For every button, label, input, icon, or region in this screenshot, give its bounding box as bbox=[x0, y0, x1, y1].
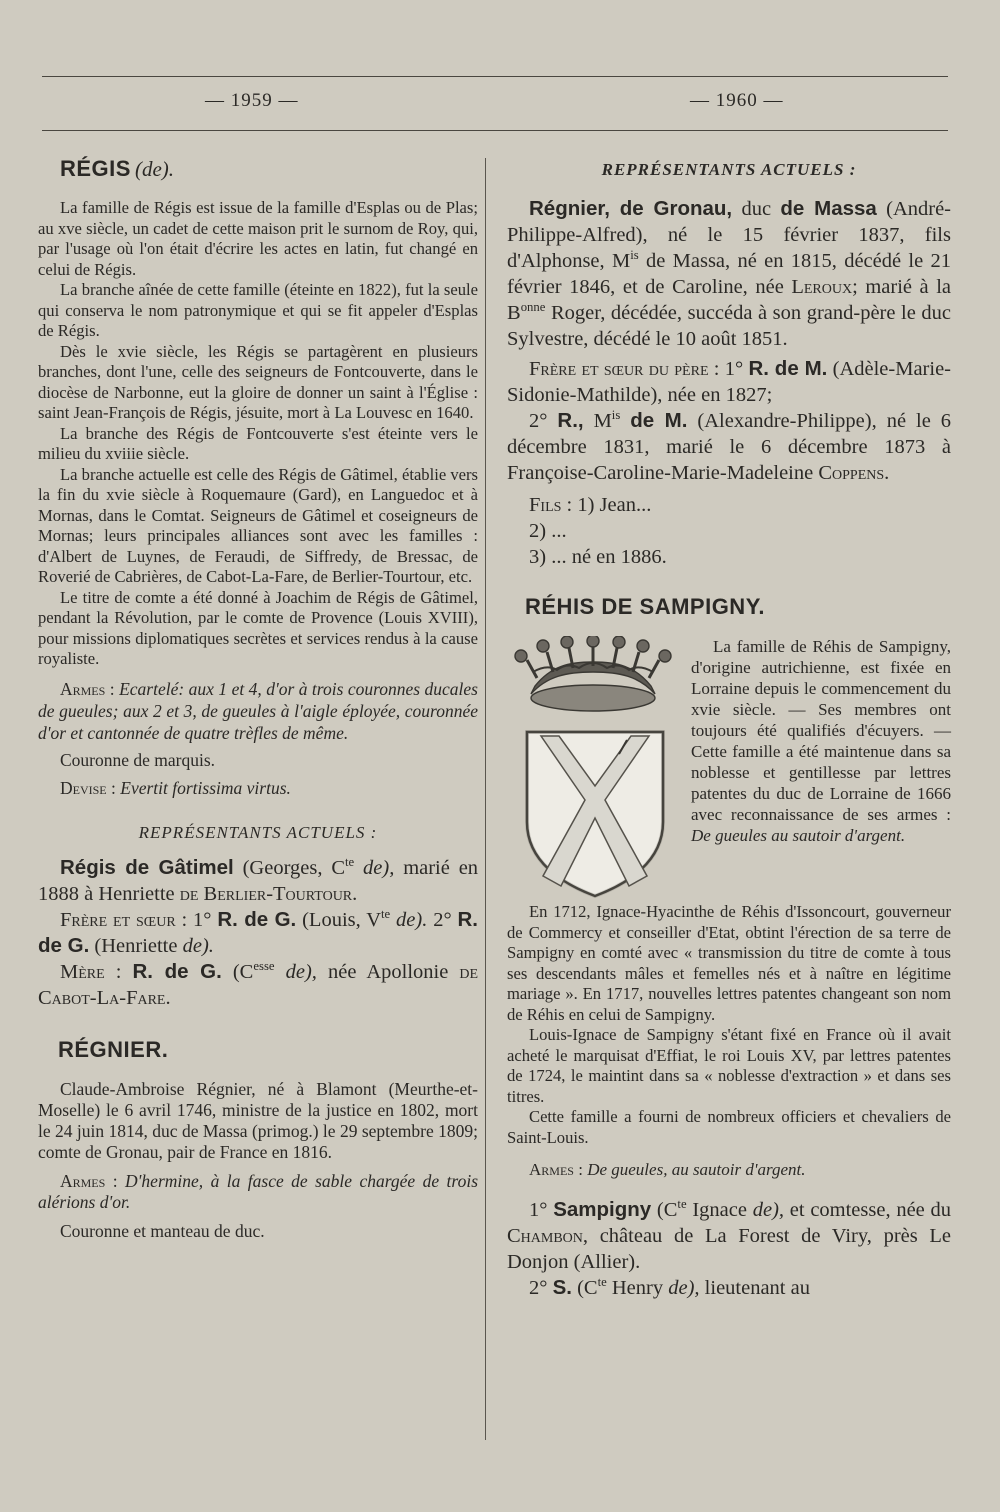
regnier-frere-soeur bbox=[507, 356, 951, 408]
rehis-paragraph-3: Louis-Ignace de Sampigny s'étant fixé en France où il avait acheté le marquisat d'Effiat, le roi Louis XV, par lettres patentes de 1724, le maintint dans sa « noblesse d'extraction » et dans ses titres. bbox=[507, 1025, 951, 1106]
header-rule bbox=[42, 130, 948, 131]
reg-duc: duc bbox=[741, 198, 772, 220]
s1-chambon: Chambon, bbox=[507, 1224, 589, 1247]
fs-num-1: 1° bbox=[724, 358, 749, 380]
fs-m: M bbox=[593, 410, 612, 432]
fs-sup: is bbox=[611, 408, 621, 423]
reg-name: Régnier, de Gronau, bbox=[529, 197, 733, 220]
s1-part-c: de), bbox=[752, 1198, 785, 1221]
regis-heading bbox=[60, 156, 478, 182]
mere-sup: esse bbox=[253, 958, 275, 973]
frere-num-1: 1° bbox=[193, 908, 218, 931]
s2-sup: te bbox=[597, 1274, 607, 1289]
reg-sup-2: onne bbox=[520, 300, 546, 315]
rehis-armes-label: Armes : bbox=[529, 1160, 583, 1179]
right-column bbox=[507, 150, 951, 1301]
rehis-p1-text: La famille de Réhis de Sampigny, d'origine autrichienne, est fixée en Lorraine depuis le commencement du xvie siècle. — Ses membres ont toujours été qualifiés d'écuyers. — Cette famille a été maintenue dans sa noblesse et gentillesse par lettres patentes du duc de Lorraine de 1666 avec reconnaissance de ses armes : bbox=[691, 637, 951, 824]
rep1-sup: te bbox=[345, 854, 355, 869]
regis-devise bbox=[38, 778, 478, 799]
frere-part-b: de). bbox=[396, 908, 428, 931]
fils-line-2: 2) ... bbox=[529, 520, 567, 542]
regis-frere-soeur bbox=[38, 907, 478, 959]
coat-of-arms bbox=[507, 636, 685, 898]
fils-line-3: 3) ... né en 1886. bbox=[529, 546, 667, 568]
rehis-p1-arms: De gueules au sautoir d'argent. bbox=[691, 826, 906, 845]
regnier-armes-label: Armes : bbox=[60, 1170, 118, 1191]
regis-armes bbox=[38, 678, 478, 744]
reg-part-a: (André-Philippe-Alfred), né le 15 février 1837, fils d'Alphonse, M bbox=[507, 198, 952, 272]
reg-part-b: de Massa, né en 1815, décédé le 21 février 1846, et de Caroline, née bbox=[507, 250, 952, 298]
regis-particle: (de). bbox=[134, 157, 175, 181]
s1-part-d: et comtesse, née du bbox=[789, 1198, 952, 1221]
rep1-de: de bbox=[179, 882, 199, 905]
regis-mere bbox=[38, 959, 478, 1011]
fs-part-b: (Alexandre-Philippe), né le 6 décembre 1831, marié le 6 décembre 1873 à Françoise-Caroline-Marie-Madeleine bbox=[507, 410, 951, 484]
rehis-title: RÉHIS DE SAMPIGNY. bbox=[525, 594, 766, 619]
devise-text: Evertit fortissima virtus. bbox=[120, 778, 291, 798]
s1-name: Sampigny bbox=[553, 1197, 652, 1221]
s2-part-d: lieutenant au bbox=[704, 1276, 810, 1299]
frere-sup: te bbox=[381, 906, 391, 921]
rep1-part-b: de), bbox=[363, 856, 395, 879]
fs-num-2: 2° bbox=[529, 410, 558, 432]
rehis-paragraph-4: Cette famille a fourni de nombreux officiers et chevaliers de Saint-Louis. bbox=[507, 1107, 951, 1147]
right-representants-heading: REPRÉSENTANTS ACTUELS : bbox=[601, 160, 857, 179]
shield-icon bbox=[527, 732, 663, 896]
reg-de-massa: de Massa bbox=[780, 197, 877, 220]
regis-paragraph-4: La branche des Régis de Fontcouverte s'est éteinte vers le milieu du xviiie siècle. bbox=[38, 423, 478, 463]
regis-title: RÉGIS bbox=[60, 156, 131, 181]
fs-r-2: R., bbox=[557, 409, 584, 432]
devise-label: Devise : bbox=[60, 778, 116, 798]
frere-part-a: (Louis, V bbox=[302, 908, 382, 931]
s1-part-b: Ignace bbox=[692, 1198, 747, 1221]
rep1-part-d: Berlier-Tourtour. bbox=[203, 882, 358, 905]
s2-part-c: de), bbox=[668, 1276, 700, 1299]
fs-part-a: (Adèle-Marie-Sidonie-Mathilde), née en 1827; bbox=[507, 358, 952, 406]
frere-num-2: 2° bbox=[433, 908, 458, 931]
fils-label: Fils : bbox=[529, 494, 573, 516]
fs-rm-1: R. de M. bbox=[748, 357, 828, 380]
crown-icon bbox=[515, 636, 671, 711]
s1-part-a: (C bbox=[656, 1198, 678, 1221]
armes-text: Ecartelé: aux 1 et 4, d'or à trois couronnes ducales de gueules; aux 2 et 3, de gueules à l'aigle éployée, couronnée d'or et cantonnée de quatre trèfles de même. bbox=[38, 678, 478, 743]
fs-label: Frère et sœur du père : bbox=[529, 358, 720, 380]
regnier-couronne: Couronne et manteau de duc. bbox=[60, 1220, 265, 1241]
coat-of-arms-icon bbox=[507, 636, 685, 898]
s1-part-e: château de La Forest de Viry, près Le Donjon (Allier). bbox=[507, 1224, 952, 1273]
rehis-armes bbox=[507, 1160, 951, 1181]
reg-part-d: Roger, décédée, succéda à son grand-père le duc Sylvestre, décédé le 10 août 1851. bbox=[507, 302, 951, 350]
s2-part-a: (C bbox=[577, 1276, 598, 1299]
frere-part-c: (Henriette bbox=[94, 934, 178, 957]
fils-line-1 bbox=[507, 492, 951, 518]
mere-rg: R. de G. bbox=[132, 959, 222, 983]
rehis-heading bbox=[525, 594, 951, 620]
s1-sup: te bbox=[677, 1196, 687, 1211]
mere-part-a: (C bbox=[232, 960, 254, 983]
armes-label: Armes : bbox=[60, 678, 115, 699]
s2-num: 2° bbox=[529, 1276, 553, 1299]
regnier-armes-text: D'hermine, à la fasce de sable chargée de trois alérions d'or. bbox=[38, 1170, 478, 1212]
reg-sup-1: is bbox=[630, 248, 639, 263]
reg-part-c: ; marié à la B bbox=[507, 276, 951, 324]
rehis-paragraph-2: En 1712, Ignace-Hyacinthe de Réhis d'Issoncourt, gouverneur de Commercy et conseiller d'Etat, obtint l'érection de sa terre de Sampigny en comté avec « transmission du titre de comte à tous ses descendants mâles et femelles nés et à naître en légitime mariage ». En 1717, nouvelles lettres patentes changeant son nom de Réhis en celui de Sampigny. bbox=[507, 902, 951, 1024]
column-separator bbox=[485, 158, 486, 1440]
frere-rg-1: R. de G. bbox=[217, 907, 297, 931]
sampigny-1 bbox=[507, 1197, 951, 1275]
left-representants-heading: REPRÉSENTANTS ACTUELS : bbox=[138, 822, 378, 842]
sampigny-2 bbox=[507, 1275, 951, 1301]
rep1-name: Régis de Gâtimel bbox=[60, 855, 234, 879]
regis-paragraph-1: La famille de Régis est issue de la famille d'Esplas ou de Plas; au xve siècle, un cadet de cette maison prit le surnom de Roy, qui, par l'usage où l'on était d'écrire les actes en latin, fut changé en celui de Régis. bbox=[38, 198, 478, 279]
mere-de: de bbox=[459, 960, 479, 983]
regis-couronne: Couronne de marquis. bbox=[60, 749, 216, 770]
reg-leroux: Leroux bbox=[791, 276, 853, 298]
regis-paragraph-2: La branche aînée de cette famille (éteinte en 1822), fut la seule qui conserva le nom patronymique et qui se fit appeler d'Esplas de Régis. bbox=[38, 280, 478, 340]
regis-representative bbox=[38, 855, 478, 907]
fils-1: 1) Jean... bbox=[577, 494, 652, 516]
regis-paragraph-5: La branche actuelle est celle des Régis de Gâtimel, établie vers la fin du xvie siècle à Roquemaure (Gard), en Languedoc et à Mornas, dans le Comtat. Seigneurs de Gâtimel et coseigneurs de Mornas; leurs principales alliances sont avec les familles : d'Albert de Luynes, de Feraudi, de Siffredy, de Bressac, de Roverié de Cabrières, de Cabot-La-Fare, de Berlier-Tourtour, etc. bbox=[38, 464, 478, 586]
mere-part-d: Cabot-La-Fare. bbox=[38, 986, 171, 1009]
rehis-armes-text: De gueules, au sautoir d'argent. bbox=[587, 1160, 806, 1179]
regis-paragraph-3: Dès le xvie siècle, les Régis se partagèrent en plusieurs branches, dont l'une, celle des seigneurs de Fontcouverte, dans le diocèse de Narbonne, eut la gloire de donner un saint à l'Église : saint Jean-François de Régis, jésuite, mort à La Louvesc en 1640. bbox=[38, 341, 478, 422]
mere-label: Mère : bbox=[60, 960, 122, 983]
mere-part-c: née Apollonie bbox=[327, 960, 449, 983]
fs-coppens: Coppens. bbox=[818, 462, 890, 484]
rep1-part-a: (Georges, C bbox=[242, 856, 346, 879]
regnier-frere-2 bbox=[507, 408, 951, 486]
s2-part-b: Henry bbox=[611, 1276, 664, 1299]
regis-paragraph-6: Le titre de comte a été donné à Joachim de Régis de Gâtimel, pendant la Révolution, par le comte de Provence (Louis XVIII), pour missions diplomatiques secrètes et services rendus à la cause royaliste. bbox=[38, 587, 478, 668]
regnier-paragraph: Claude-Ambroise Régnier, né à Blamont (Meurthe-et-Moselle) le 6 avril 1746, ministre de la justice en 1802, mort le 24 juin 1814, duc de Massa (primog.) le 29 septembre 1809; comte de Gronau, pair de France en 1816. bbox=[38, 1078, 478, 1162]
fs-dem: de M. bbox=[630, 409, 688, 432]
top-rule bbox=[42, 76, 948, 77]
s1-num: 1° bbox=[529, 1198, 554, 1221]
s2-name: S. bbox=[552, 1275, 572, 1299]
left-column bbox=[38, 150, 478, 1241]
mere-part-b: de), bbox=[285, 960, 317, 983]
frere-part-d: de). bbox=[182, 934, 214, 957]
frere-rg-2: R. de G. bbox=[38, 907, 478, 957]
page-number-left: — 1959 — bbox=[205, 90, 299, 111]
frere-label: Frère et sœur : bbox=[60, 908, 188, 931]
rep1-part-c: marié en 1888 à Henriette bbox=[38, 856, 479, 905]
regnier-representative bbox=[507, 196, 951, 352]
regnier-title: RÉGNIER. bbox=[58, 1036, 169, 1062]
regnier-armes bbox=[38, 1171, 478, 1213]
regnier-heading bbox=[58, 1037, 478, 1063]
page-number-right: — 1960 — bbox=[690, 90, 784, 111]
